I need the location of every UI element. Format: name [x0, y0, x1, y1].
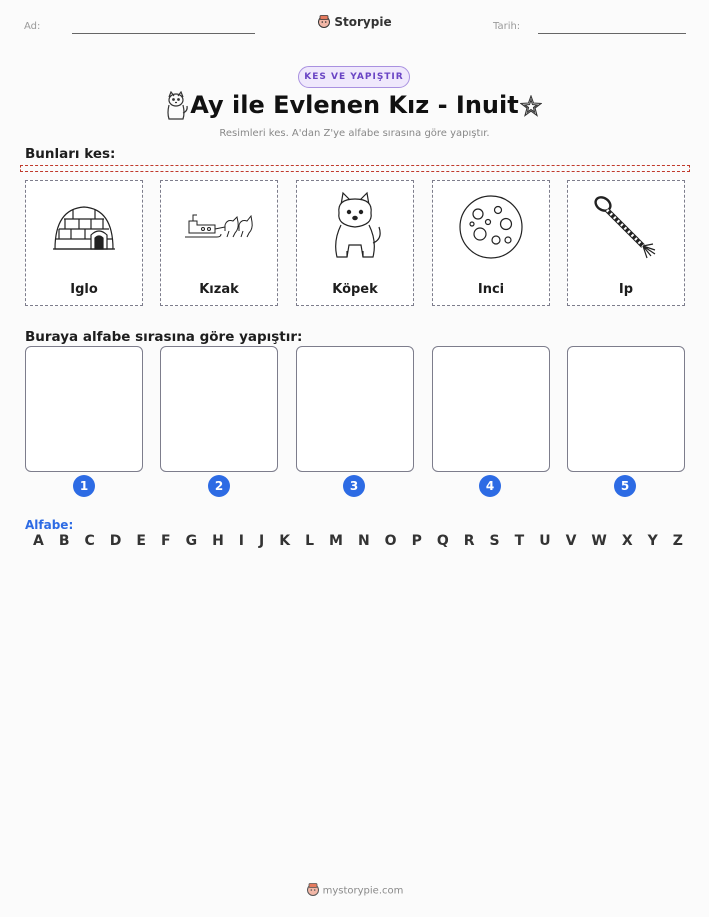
alphabet-letter: T: [514, 533, 525, 549]
alphabet-letter: R: [463, 533, 475, 549]
brand-logo: [0, 14, 709, 31]
alphabet-letter: G: [185, 533, 198, 549]
igloo-icon: [26, 187, 142, 267]
alphabet-letter: F: [161, 533, 171, 549]
instructions: Resimleri kes. A'dan Z'ye alfabe sırasına göre yapıştır.: [219, 128, 490, 139]
alphabet-letter: Y: [647, 533, 658, 549]
paste-slot-2[interactable]: [160, 346, 278, 472]
alphabet-letter: X: [621, 533, 633, 549]
paste-slot-4[interactable]: [432, 346, 550, 472]
alphabet-letter: B: [58, 533, 70, 549]
footer: [0, 882, 709, 899]
alphabet-letter: U: [539, 533, 551, 549]
alphabet-letter: D: [109, 533, 122, 549]
cut-section-heading: Bunları kes:: [25, 146, 116, 162]
cut-card-kopek[interactable]: [296, 180, 414, 306]
paste-slot-3[interactable]: [296, 346, 414, 472]
alphabet-letter: E: [136, 533, 146, 549]
alphabet-row: [33, 533, 683, 549]
paste-slot-5[interactable]: [567, 346, 685, 472]
card-label: Köpek: [332, 282, 378, 297]
alphabet-letter: H: [212, 533, 224, 549]
slot-number-badge: 3: [343, 475, 365, 497]
paste-slot-1[interactable]: [25, 346, 143, 472]
alphabet-letter: V: [565, 533, 577, 549]
alphabet-letter: Q: [436, 533, 449, 549]
date-line[interactable]: [538, 33, 686, 34]
dog-sled-icon: [161, 187, 277, 267]
alphabet-letter: N: [357, 533, 370, 549]
page-title: Ay ile Evlenen Kız - Inuit: [190, 91, 519, 119]
slot-number-badge: 4: [479, 475, 501, 497]
activity-badge: KES VE YAPIŞTIR: [298, 66, 410, 88]
cut-card-inci[interactable]: [432, 180, 550, 306]
cut-card-iglo[interactable]: [25, 180, 143, 306]
name-label: Ad:: [24, 21, 41, 32]
alphabet-letter: K: [279, 533, 291, 549]
footer-url[interactable]: mystorypie.com: [322, 885, 404, 897]
storypie-mascot-icon: [306, 882, 320, 899]
card-label: Iglo: [70, 282, 98, 297]
card-label: Kızak: [199, 282, 239, 297]
alphabet-letter: I: [238, 533, 245, 549]
alphabet-letter: J: [259, 533, 265, 549]
alphabet-label: Alfabe:: [25, 518, 74, 532]
alphabet-letter: S: [489, 533, 500, 549]
storypie-mascot-icon: [317, 14, 331, 31]
slot-number-badge: 2: [208, 475, 230, 497]
cut-line: [20, 165, 690, 172]
dog-icon: [297, 187, 413, 267]
alphabet-letter: C: [84, 533, 95, 549]
alphabet-letter: M: [329, 533, 343, 549]
pearl-moon-icon: [433, 187, 549, 267]
paste-section-heading: Buraya alfabe sırasına göre yapıştır:: [25, 329, 303, 345]
cut-card-ip[interactable]: [567, 180, 685, 306]
slot-number-badge: 5: [614, 475, 636, 497]
cut-card-kizak[interactable]: [160, 180, 278, 306]
star-doodle-icon: [520, 95, 542, 121]
card-label: Ip: [618, 282, 634, 297]
date-label: Tarih:: [493, 21, 521, 32]
alphabet-letter: O: [384, 533, 397, 549]
alphabet-letter: L: [305, 533, 315, 549]
card-label: Inci: [477, 282, 505, 297]
slot-number-badge: 1: [73, 475, 95, 497]
rope-icon: [568, 187, 684, 267]
name-line[interactable]: [72, 33, 255, 34]
brand-name: Storypie: [334, 15, 392, 29]
alphabet-letter: P: [411, 533, 422, 549]
alphabet-letter: A: [33, 533, 44, 549]
alphabet-letter: Z: [672, 533, 683, 549]
alphabet-letter: W: [591, 533, 607, 549]
